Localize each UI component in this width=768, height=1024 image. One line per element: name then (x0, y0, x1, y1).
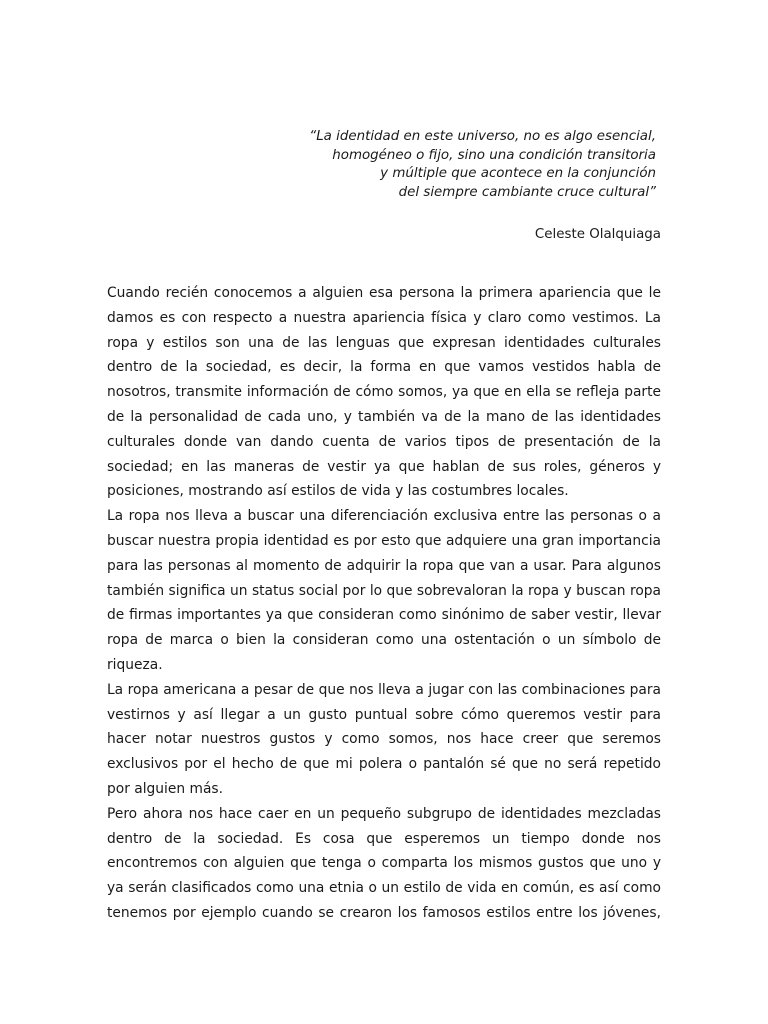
epigraph-quote (236, 128, 656, 203)
paragraph-line: ropa de marca o bien la consideran como una ostentación o un símbolo de (107, 632, 661, 649)
body-paragraph (107, 802, 661, 926)
paragraph-line: ya serán clasificados como una etnia o un estilo de vida en común, es así como (107, 880, 661, 897)
epigraph-line: del siempre cambiante cruce cultural” (398, 185, 656, 201)
paragraph-line: buscar nuestra propia identidad es por esto que adquiere una gran importancia (107, 532, 661, 549)
paragraph-line: también significa un status social por lo que sobrevaloran la ropa y buscan ropa (107, 582, 661, 599)
paragraph-line: La ropa nos lleva a buscar una diferenciación exclusiva entre las personas o a (107, 508, 661, 525)
paragraph-line: dentro de la sociedad. Es cosa que esperemos un tiempo donde nos (107, 830, 661, 847)
paragraph-line: hacer notar nuestros gustos y como somos, nos hace creer que seremos (107, 731, 661, 748)
paragraph-line: tenemos por ejemplo cuando se crearon los famosos estilos entre los jóvenes, (107, 904, 661, 921)
paragraph-line: exclusivos por el hecho de que mi polera o pantalón sé que no será repetido (107, 756, 661, 773)
paragraph-line: dentro de la sociedad, es decir, la forma en que vamos vestidos habla de (107, 359, 661, 376)
body-text (107, 281, 661, 926)
epigraph-line: homogéneo o fijo, sino una condición transitoria (332, 147, 656, 163)
paragraph-line: culturales donde van dando cuenta de varios tipos de presentación de la (107, 433, 661, 450)
paragraph-line: nosotros, transmite información de cómo somos, ya que en ella se refleja parte (107, 384, 661, 401)
paragraph-line: riqueza. (107, 656, 163, 673)
paragraph-line: La ropa americana a pesar de que nos lleva a jugar con las combinaciones para (107, 681, 661, 698)
paragraph-line: Pero ahora nos hace caer en un pequeño subgrupo de identidades mezcladas (107, 805, 661, 822)
epigraph-author: Celeste Olalquiaga (534, 227, 661, 242)
paragraph-line: por alguien más. (107, 780, 223, 797)
paragraph-line: sociedad; en las maneras de vestir ya que hablan de sus roles, géneros y (107, 458, 661, 475)
epigraph-line: “La identidad en este universo, no es algo esencial, (309, 129, 656, 144)
paragraph-line: encontremos con alguien que tenga o comparta los mismos gustos que uno y (107, 855, 661, 872)
paragraph-line: Cuando recién conocemos a alguien esa persona la primera apariencia que le (107, 285, 661, 301)
paragraph-line: vestirnos y así llegar a un gusto puntual sobre cómo queremos vestir para (107, 706, 661, 723)
paragraph-line: para las personas al momento de adquirir la ropa que van a usar. Para algunos (107, 557, 661, 574)
paragraph-line: posiciones, mostrando así estilos de vida y las costumbres locales. (107, 483, 569, 500)
body-paragraph (107, 678, 661, 802)
body-paragraph (107, 281, 661, 504)
paragraph-line: ropa y estilos son una de las lenguas que expresan identidades culturales (107, 334, 661, 351)
body-paragraph (107, 504, 661, 678)
paragraph-line: de firmas importantes ya que consideran como sinónimo de saber vestir, llevar (107, 607, 661, 624)
paragraph-line: damos es con respecto a nuestra apariencia física y claro como vestimos. La (107, 309, 661, 326)
epigraph-line: y múltiple que acontece en la conjunción (380, 166, 656, 182)
paragraph-line: de la personalidad de cada uno, y también va de la mano de las identidades (107, 408, 661, 425)
